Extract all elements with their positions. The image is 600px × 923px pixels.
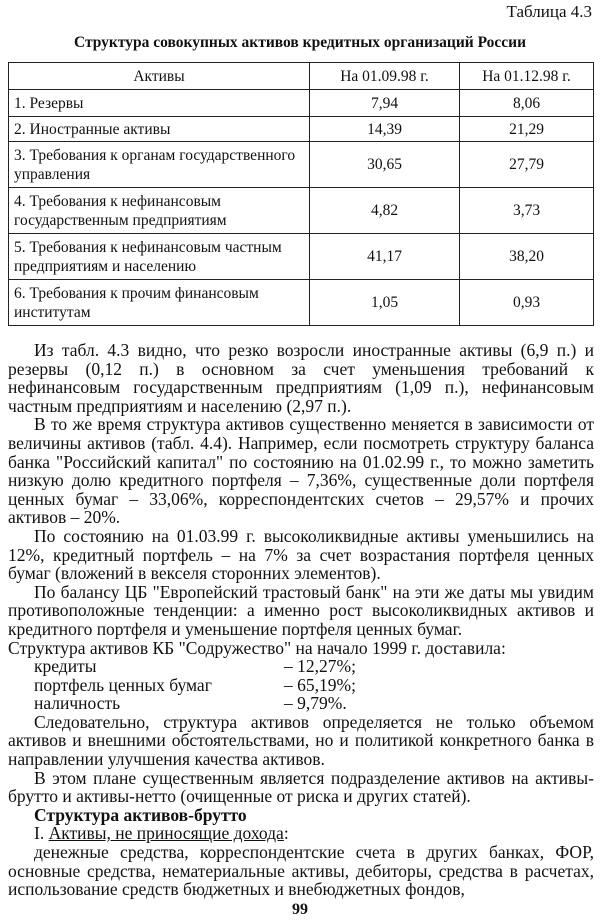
- paragraph: Следовательно, структура активов определяется не только объемом активов и внешними обстоятельствами, но и политикой конкретного банка в направлении улучшения качества активов.: [8, 711, 594, 770]
- page-number: 99: [292, 901, 308, 918]
- row-value-date1: 7,94: [310, 90, 460, 117]
- list-item-name: портфель ценных бумаг: [34, 674, 212, 695]
- assets-table: [8, 62, 594, 326]
- row-label: 1. Резервы: [9, 90, 310, 117]
- paragraph: По состоянию на 01.03.99 г. высоколиквидные активы уменьшились на 12%, кредитный портфель – на 7% за счет возрастания портфеля ценных бумаг (вложений в векселя сторонних элементов).: [8, 525, 594, 584]
- row-label: 2. Иностранные активы: [9, 117, 310, 142]
- row-value-date1: 41,17: [310, 234, 460, 280]
- table-row: [9, 117, 594, 142]
- row-value-date1: 1,05: [310, 280, 460, 326]
- table-row: [9, 90, 594, 117]
- row-value-date2: 0,93: [460, 280, 594, 326]
- list-item-value: – 12,27%;: [284, 656, 356, 677]
- row-value-date2: 27,79: [460, 142, 594, 188]
- paragraph: По балансу ЦБ "Европейский трастовый банк" на эти же даты мы увидим противоположные тенденции: а именно рост высоколиквидных активов и кредитного портфеля и уменьшение портфеля ценных бумаг.: [8, 581, 594, 639]
- row-label: 4. Требования к нефинансовым государственным предприятиям: [9, 188, 310, 234]
- list-item-value: – 9,79%.: [284, 693, 347, 714]
- row-value-date1: 30,65: [310, 142, 460, 188]
- paragraph: В этом плане существенным является подразделение активов на активы-брутто и активы-нетто (очищенные от риска и других статей).: [8, 767, 594, 807]
- table-row: [9, 234, 594, 280]
- subsection-number: I.: [34, 823, 49, 844]
- row-value-date2: 8,06: [460, 90, 594, 117]
- row-label: 3. Требования к органам государственного управления: [9, 142, 310, 188]
- subsection-underlined-title: Активы, не приносящие дохода: [48, 823, 284, 844]
- row-label: 6. Требования к прочим финансовым институтам: [9, 280, 310, 326]
- table-row: [9, 280, 594, 326]
- structure-line: Структура активов КБ "Содружество" на начало 1999 г. доставила:: [8, 637, 506, 658]
- table-number: Таблица 4.3: [506, 2, 592, 21]
- body-text: [8, 341, 594, 899]
- table-title: Структура совокупных активов кредитных организаций России: [73, 34, 527, 51]
- list-item: [8, 676, 594, 695]
- column-header-date1: На 01.09.98 г.: [310, 63, 460, 90]
- list-item-name: наличность: [34, 693, 121, 714]
- subsection-title: [8, 824, 594, 843]
- row-value-date1: 14,39: [310, 117, 460, 142]
- row-value-date1: 4,82: [310, 188, 460, 234]
- column-header-date2: На 01.12.98 г.: [460, 63, 594, 90]
- row-value-date2: 38,20: [460, 234, 594, 280]
- paragraph: денежные средства, корреспондентские счета в других банках, ФОР, основные средства, нематериальные активы, дебиторы, средства в расчетах, использование средств бюджетных и внебюджетных фондов,: [8, 842, 594, 900]
- table-row: [9, 188, 594, 234]
- list-item-value: – 65,19%;: [284, 674, 356, 695]
- table-row: [9, 142, 594, 188]
- row-value-date2: 21,29: [460, 117, 594, 142]
- list-item: [8, 694, 594, 713]
- list-item-name: кредиты: [34, 656, 97, 677]
- paragraph: В то же время структура активов существенно меняется в зависимости от величины активов (табл. 4.4). Например, если посмотреть структуру баланса банка "Российский капитал" по состоянию на 01.02.99 г., то можно заметить низкую долю кредитного портфеля – 7,36%, существенные доли портфеля ценных бумаг – 33,06%, корреспондентских счетов – 29,57% и прочих активов – 20%.: [8, 414, 594, 528]
- section-heading: Структура активов-брутто: [34, 804, 247, 825]
- row-value-date2: 3,73: [460, 188, 594, 234]
- subsection-colon: :: [283, 823, 289, 844]
- row-label: 5. Требования к нефинансовым частным предприятиям и населению: [9, 234, 310, 280]
- table-header-row: [9, 63, 594, 90]
- list-item: [8, 657, 594, 676]
- column-header-assets: Активы: [9, 63, 310, 90]
- paragraph: Из табл. 4.3 видно, что резко возросли иностранные активы (6,9 п.) и резервы (0,12 п.) в основном за счет уменьшения требований к нефинансовым государственным предприятиям (1,09 п.), нефинансовым частным предприятиям и населению (2,97 п.).: [8, 340, 594, 416]
